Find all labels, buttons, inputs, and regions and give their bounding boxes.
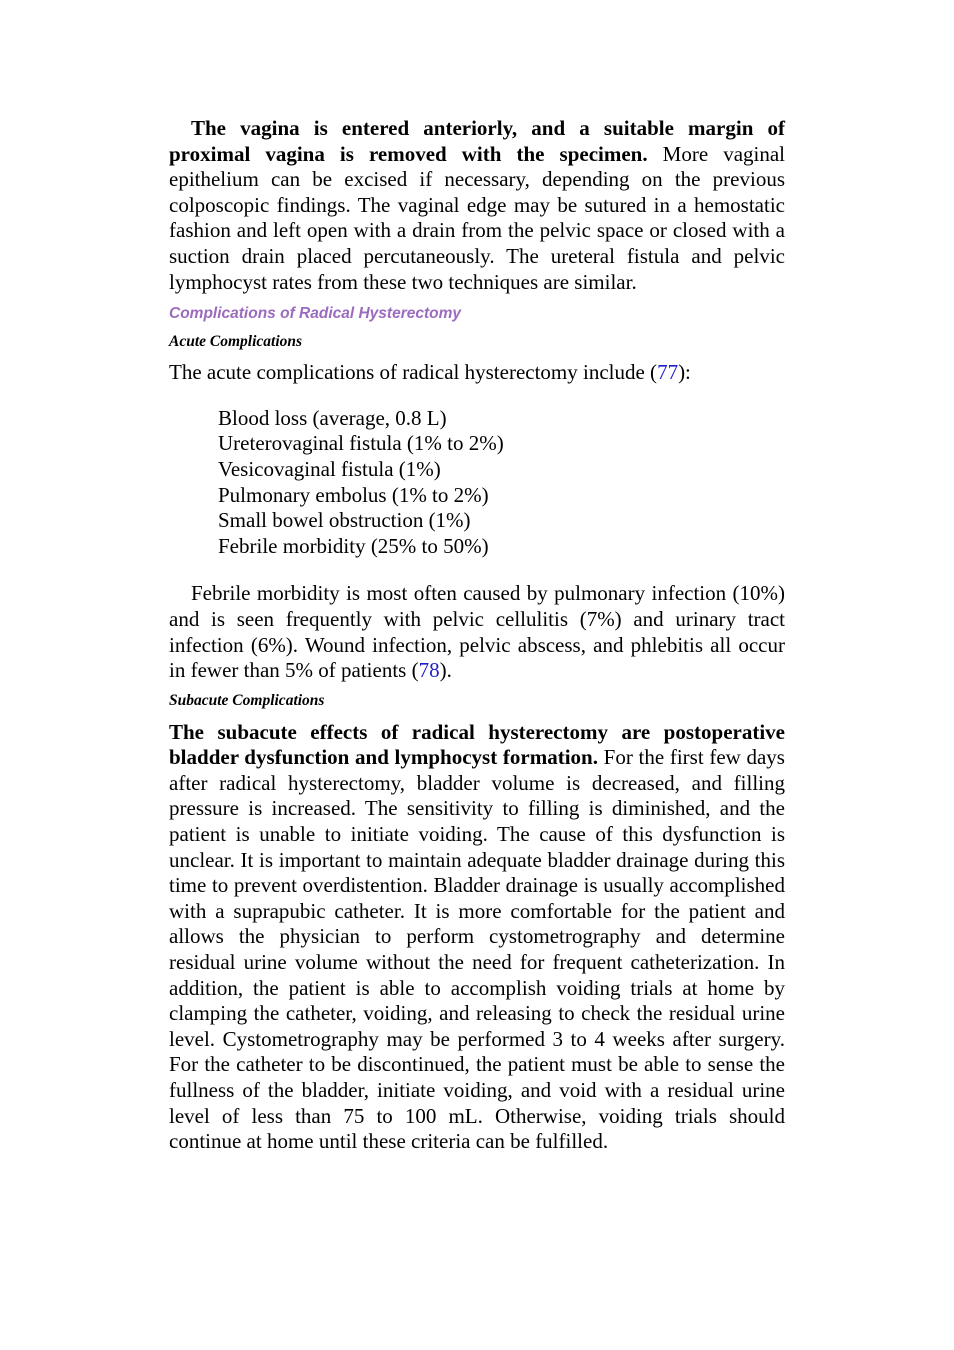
acute-intro-paragraph — [169, 360, 785, 386]
list-item: Febrile morbidity (25% to 50%) — [218, 533, 489, 558]
reference-link-78[interactable]: 78 — [418, 658, 440, 683]
acute-complications-heading: Acute Complications — [169, 333, 303, 351]
list-item: Pulmonary embolus (1% to 2%) — [218, 482, 489, 507]
document-page — [169, 116, 785, 1155]
paragraph-lead-bold: The vagina is entered anteriorly, and a suitable margin of proximal vagina is removed with the specimen. — [169, 116, 785, 166]
section-heading: Complications of Radical Hysterectomy — [169, 305, 461, 323]
acute-intro-close: ): — [678, 360, 691, 385]
reference-link-77[interactable]: 77 — [657, 360, 679, 385]
febrile-close: ). — [439, 658, 452, 683]
paragraph-lead-bold: The subacute effects of radical hysterectomy are postoperative bladder dysfunction and lymphocyst formation. — [169, 719, 785, 770]
vaginal-margin-paragraph — [169, 116, 785, 295]
acute-complications-list — [218, 406, 785, 560]
list-item: Vesicovaginal fistula (1%) — [218, 456, 441, 481]
febrile-morbidity-paragraph — [169, 581, 785, 683]
paragraph-body: For the first few days after radical hysterectomy, bladder volume is decreased, and filling pressure is increased. The sensitivity to filling is diminished, and the patient is unable to initiate voiding. The cause of this dysfunction is unclear. It is important to maintain adequate bladder drainage during this time to prevent overdistention. Bladder drainage is usually accomplished with a suprapubic catheter. It is more comfortable for the patient and allows the physician to perform cystometrography and determine residual urine volume without the need for frequent catheterization. In addition, the patient is able to accomplish voiding trials at home by clamping the catheter, voiding, and releasing to check the residual urine level. Cystometrography may be performed 3 to 4 weeks after surgery. For the catheter to be discontinued, the patient must be able to sense the fullness of the bladder, initiate voiding, and void with a residual urine level of less than 75 to 100 mL. Otherwise, voiding trials should continue at home until these criteria can be fulfilled. — [169, 745, 785, 1154]
febrile-text: Febrile morbidity is most often caused by pulmonary infection (10%) and is seen frequently with pelvic cellulitis (7%) and urinary tract infection (6%). Wound infection, pelvic abscess, and phlebitis all occur in fewer than 5% of patients ( — [169, 581, 785, 683]
acute-intro-text: The acute complications of radical hysterectomy include ( — [169, 360, 658, 385]
list-item: Small bowel obstruction (1%) — [218, 508, 471, 533]
list-item: Ureterovaginal fistula (1% to 2%) — [218, 431, 504, 456]
list-item: Blood loss (average, 0.8 L) — [218, 405, 447, 430]
subacute-paragraph — [169, 720, 785, 1155]
subacute-complications-heading: Subacute Complications — [169, 691, 325, 709]
paragraph-body: More vaginal epithelium can be excised if necessary, depending on the previous colposcopic findings. The vaginal edge may be sutured in a hemostatic fashion and left open with a drain from the pelvic space or closed with a suction drain placed percutaneously. The ureteral fistula and pelvic lymphocyst rates from these two techniques are similar. — [169, 141, 786, 294]
